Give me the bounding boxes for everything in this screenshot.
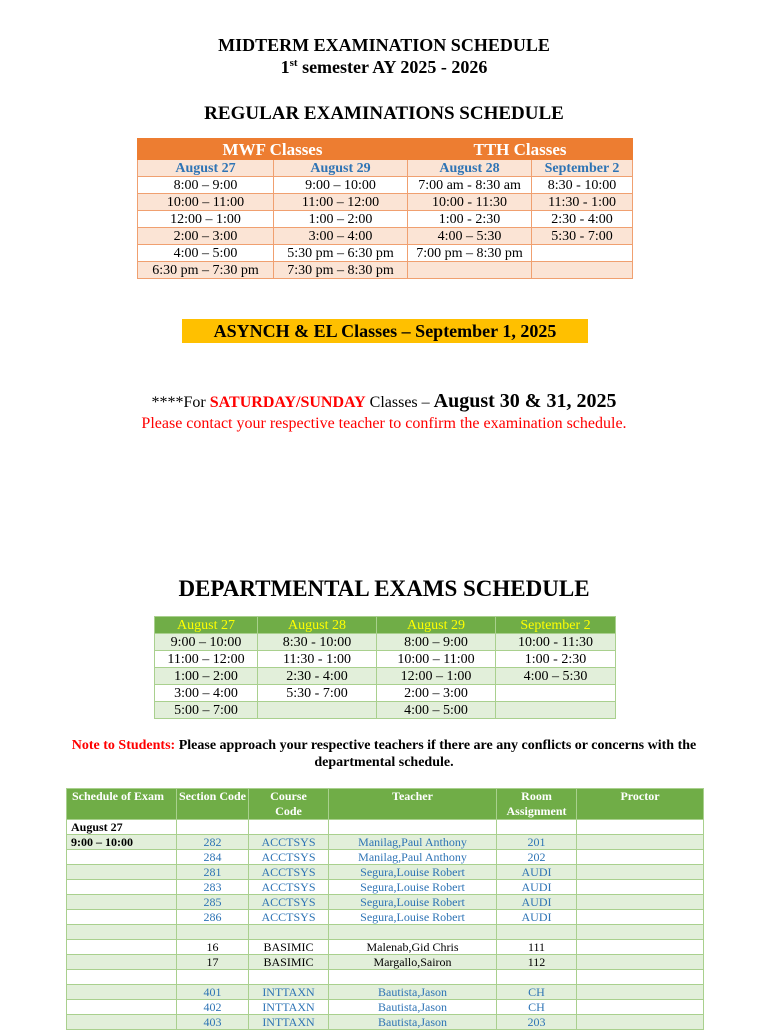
section-code-cell: [177, 925, 249, 940]
time-cell: 9:00 – 10:00: [274, 177, 408, 194]
teacher-cell: Segura,Louise Robert: [329, 895, 497, 910]
table-row: [67, 1000, 704, 1015]
time-cell: 11:30 - 1:00: [258, 651, 377, 668]
course-code-cell: ACCTSYS: [249, 880, 329, 895]
date-cell: August 27: [155, 617, 258, 634]
semester-text: semester AY 2025 - 2026: [297, 57, 488, 77]
table-row: [155, 685, 616, 702]
course-code-cell: INTTAXN: [249, 1015, 329, 1030]
weekend-prefix: ****For: [151, 394, 210, 411]
time-cell: 7:00 pm – 8:30 pm: [408, 245, 532, 262]
course-code-cell: [249, 970, 329, 985]
course-code-cell: ACCTSYS: [249, 850, 329, 865]
section-code-cell: 281: [177, 865, 249, 880]
asynch-banner: ASYNCH & EL Classes – September 1, 2025: [182, 319, 588, 343]
schedule-cell: August 27: [67, 820, 177, 835]
room-cell: 112: [497, 955, 577, 970]
time-cell: 7:30 pm – 8:30 pm: [274, 262, 408, 279]
weekend-middle: Classes –: [365, 394, 434, 411]
course-code-cell: INTTAXN: [249, 985, 329, 1000]
proctor-table-body: [67, 820, 704, 1030]
table-row: [67, 970, 704, 985]
time-cell: 2:00 – 3:00: [377, 685, 496, 702]
section-code-cell: 16: [177, 940, 249, 955]
table-row: [67, 940, 704, 955]
time-cell: 5:00 – 7:00: [155, 702, 258, 719]
time-cell: [496, 685, 616, 702]
section-code-cell: [177, 820, 249, 835]
time-cell: 2:30 - 4:00: [532, 211, 633, 228]
table-row: [138, 245, 633, 262]
proctor-cell: [577, 985, 704, 1000]
time-cell: 7:00 am - 8:30 am: [408, 177, 532, 194]
table-row: [138, 228, 633, 245]
schedule-cell: [67, 1015, 177, 1030]
column-header: Proctor: [577, 789, 704, 820]
course-code-cell: ACCTSYS: [249, 835, 329, 850]
time-cell: 11:30 - 1:00: [532, 194, 633, 211]
note-to-students: [40, 737, 728, 771]
time-cell: [408, 262, 532, 279]
teacher-cell: Manilag,Paul Anthony: [329, 835, 497, 850]
departmental-title: DEPARTMENTAL EXAMS SCHEDULE: [178, 576, 590, 601]
time-cell: 4:00 – 5:00: [377, 702, 496, 719]
weekend-contact: Please contact your respective teacher to confirm the examination schedule.: [141, 415, 627, 432]
table-row: [138, 177, 633, 194]
table-row: [67, 880, 704, 895]
proctor-cell: [577, 910, 704, 925]
time-cell: 8:00 – 9:00: [138, 177, 274, 194]
time-cell: [532, 262, 633, 279]
column-header: Room Assignment: [497, 789, 577, 820]
proctor-cell: [577, 970, 704, 985]
weekend-highlight: SATURDAY/SUNDAY: [209, 394, 366, 411]
room-cell: [497, 820, 577, 835]
column-header: Section Code: [177, 789, 249, 820]
room-cell: AUDI: [497, 865, 577, 880]
teacher-cell: [329, 820, 497, 835]
teacher-cell: Bautista,Jason: [329, 1000, 497, 1015]
course-code-cell: [249, 820, 329, 835]
table-row: [138, 194, 633, 211]
table-row: [67, 865, 704, 880]
room-cell: 201: [497, 835, 577, 850]
regular-group-header: [138, 139, 633, 160]
time-cell: 1:00 – 2:00: [155, 668, 258, 685]
room-cell: 203: [497, 1015, 577, 1030]
room-cell: 111: [497, 940, 577, 955]
course-code-cell: BASIMIC: [249, 955, 329, 970]
teacher-cell: Bautista,Jason: [329, 985, 497, 1000]
table-row: [155, 651, 616, 668]
schedule-cell: [67, 910, 177, 925]
schedule-cell: [67, 895, 177, 910]
schedule-cell: 9:00 – 10:00: [67, 835, 177, 850]
teacher-cell: Malenab,Gid Chris: [329, 940, 497, 955]
proctor-cell: [577, 1000, 704, 1015]
column-header: Teacher: [329, 789, 497, 820]
section-code-cell: 401: [177, 985, 249, 1000]
time-cell: 9:00 – 10:00: [155, 634, 258, 651]
section-code-cell: 284: [177, 850, 249, 865]
table-row: [67, 1015, 704, 1030]
teacher-cell: Manilag,Paul Anthony: [329, 850, 497, 865]
date-cell: August 28: [408, 160, 532, 177]
weekend-dates: August 30 & 31, 2025: [433, 390, 617, 412]
room-cell: [497, 970, 577, 985]
table-row: [155, 634, 616, 651]
time-cell: 12:00 – 1:00: [138, 211, 274, 228]
time-cell: 2:30 - 4:00: [258, 668, 377, 685]
table-row: [138, 262, 633, 279]
date-cell: September 2: [532, 160, 633, 177]
room-cell: AUDI: [497, 910, 577, 925]
time-cell: 2:00 – 3:00: [138, 228, 274, 245]
time-cell: 3:00 – 4:00: [274, 228, 408, 245]
proctor-header-row: [67, 789, 704, 820]
section-code-cell: [177, 970, 249, 985]
room-cell: AUDI: [497, 895, 577, 910]
table-row: [67, 910, 704, 925]
teacher-cell: Segura,Louise Robert: [329, 880, 497, 895]
section-code-cell: 403: [177, 1015, 249, 1030]
time-cell: [496, 702, 616, 719]
schedule-cell: [67, 1000, 177, 1015]
time-cell: 10:00 - 11:30: [408, 194, 532, 211]
regular-schedule-table: [137, 138, 633, 279]
time-cell: 1:00 - 2:30: [496, 651, 616, 668]
proctor-cell: [577, 835, 704, 850]
course-code-cell: ACCTSYS: [249, 895, 329, 910]
proctor-cell: [577, 955, 704, 970]
teacher-cell: Bautista,Jason: [329, 1015, 497, 1030]
proctor-cell: [577, 880, 704, 895]
proctor-cell: [577, 865, 704, 880]
document-title: MIDTERM EXAMINATION SCHEDULE: [218, 35, 550, 55]
section-code-cell: 402: [177, 1000, 249, 1015]
time-cell: 4:00 – 5:00: [138, 245, 274, 262]
date-cell: September 2: [496, 617, 616, 634]
section-code-cell: 282: [177, 835, 249, 850]
teacher-cell: Segura,Louise Robert: [329, 910, 497, 925]
schedule-cell: [67, 970, 177, 985]
column-header: Course Code: [249, 789, 329, 820]
note-text: Please approach your respective teachers if there are any conflicts or concerns with the departmental schedule.: [175, 738, 697, 770]
table-row: [155, 702, 616, 719]
course-code-cell: INTTAXN: [249, 1000, 329, 1015]
note-label: Note to Students:: [71, 738, 176, 753]
time-cell: 5:30 pm – 6:30 pm: [274, 245, 408, 262]
table-row: [67, 925, 704, 940]
weekend-note: [0, 390, 768, 413]
schedule-cell: [67, 955, 177, 970]
time-cell: 11:00 – 12:00: [155, 651, 258, 668]
column-header: Schedule of Exam: [67, 789, 177, 820]
room-cell: AUDI: [497, 880, 577, 895]
date-cell: August 28: [258, 617, 377, 634]
table-row: [67, 955, 704, 970]
time-cell: 4:00 – 5:30: [496, 668, 616, 685]
semester-suffix: st: [289, 57, 298, 69]
table-row: [67, 985, 704, 1000]
time-cell: 10:00 - 11:30: [496, 634, 616, 651]
table-row: [138, 211, 633, 228]
time-cell: 3:00 – 4:00: [155, 685, 258, 702]
proctor-cell: [577, 940, 704, 955]
schedule-cell: [67, 880, 177, 895]
date-cell: August 27: [138, 160, 274, 177]
proctor-schedule-table: [66, 788, 704, 1030]
time-cell: 5:30 - 7:00: [258, 685, 377, 702]
proctor-cell: [577, 895, 704, 910]
section-code-cell: 17: [177, 955, 249, 970]
room-cell: CH: [497, 985, 577, 1000]
time-cell: 1:00 - 2:30: [408, 211, 532, 228]
schedule-cell: [67, 925, 177, 940]
table-row: [67, 835, 704, 850]
departmental-schedule-table: [154, 616, 616, 719]
schedule-cell: [67, 850, 177, 865]
teacher-cell: Margallo,Sairon: [329, 955, 497, 970]
mwf-group-label: MWF Classes: [138, 139, 408, 160]
section-code-cell: 285: [177, 895, 249, 910]
schedule-cell: [67, 940, 177, 955]
table-row: [67, 895, 704, 910]
table-row: [67, 820, 704, 835]
room-cell: 202: [497, 850, 577, 865]
room-cell: [497, 925, 577, 940]
course-code-cell: [249, 925, 329, 940]
time-cell: 10:00 – 11:00: [377, 651, 496, 668]
time-cell: 11:00 – 12:00: [274, 194, 408, 211]
date-cell: August 29: [274, 160, 408, 177]
date-cell: August 29: [377, 617, 496, 634]
room-cell: CH: [497, 1000, 577, 1015]
tth-group-label: TTH Classes: [408, 139, 633, 160]
course-code-cell: ACCTSYS: [249, 865, 329, 880]
table-row: [67, 850, 704, 865]
regular-date-header: [138, 160, 633, 177]
table-row: [155, 668, 616, 685]
proctor-cell: [577, 820, 704, 835]
time-cell: 8:00 – 9:00: [377, 634, 496, 651]
time-cell: 12:00 – 1:00: [377, 668, 496, 685]
teacher-cell: [329, 970, 497, 985]
departmental-date-header: [155, 617, 616, 634]
time-cell: 1:00 – 2:00: [274, 211, 408, 228]
regular-schedule-title: REGULAR EXAMINATIONS SCHEDULE: [204, 103, 564, 124]
schedule-cell: [67, 865, 177, 880]
time-cell: [258, 702, 377, 719]
semester-number: 1: [280, 57, 290, 77]
proctor-cell: [577, 1015, 704, 1030]
time-cell: 10:00 – 11:00: [138, 194, 274, 211]
course-code-cell: BASIMIC: [249, 940, 329, 955]
time-cell: 5:30 - 7:00: [532, 228, 633, 245]
time-cell: 8:30 - 10:00: [258, 634, 377, 651]
time-cell: 6:30 pm – 7:30 pm: [138, 262, 274, 279]
time-cell: 4:00 – 5:30: [408, 228, 532, 245]
proctor-cell: [577, 925, 704, 940]
section-code-cell: 286: [177, 910, 249, 925]
time-cell: [532, 245, 633, 262]
semester-line: [0, 57, 768, 78]
course-code-cell: ACCTSYS: [249, 910, 329, 925]
section-code-cell: 283: [177, 880, 249, 895]
teacher-cell: [329, 925, 497, 940]
time-cell: 8:30 - 10:00: [532, 177, 633, 194]
schedule-cell: [67, 985, 177, 1000]
proctor-cell: [577, 850, 704, 865]
teacher-cell: Segura,Louise Robert: [329, 865, 497, 880]
